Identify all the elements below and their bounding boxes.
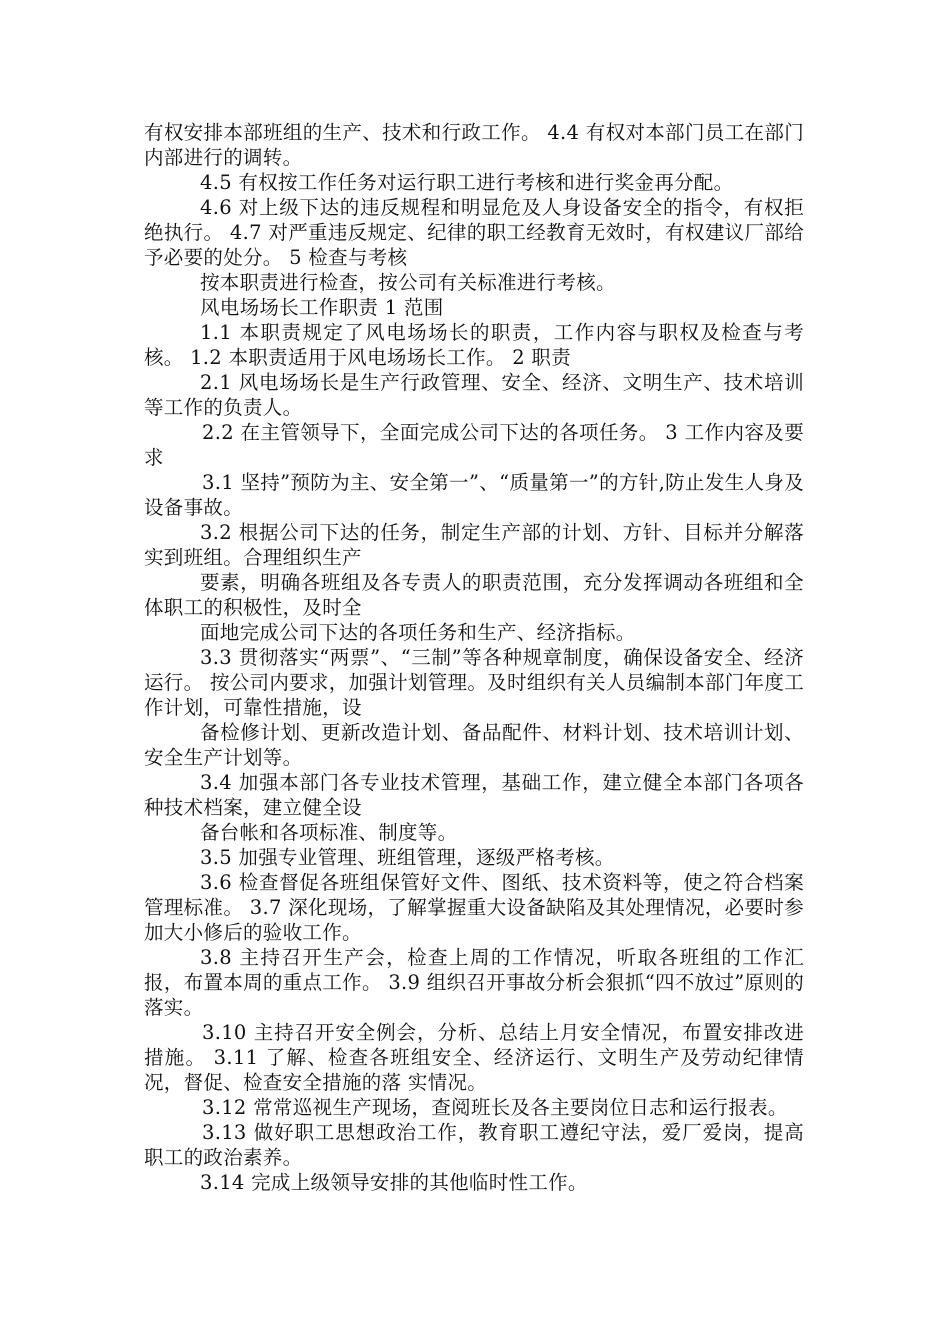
paragraph-1-1: 1.1 本职责规定了风电场场长的职责，工作内容与职权及检查与考核。 1.2 本职责适用于风电场场长工作。 2 职责 <box>144 321 804 369</box>
paragraph-3-13: 3.13 做好职工思想政治工作，教育职工遵纪守法，爱厂爱岗，提高职工的政治素养。 <box>144 1121 804 1169</box>
paragraph-2-2: 2.2 在主管领导下，全面完成公司下达的各项任务。 3 工作内容及要求 <box>144 421 804 469</box>
paragraph-3-3: 3.3 贯彻落实“两票”、“三制”等各种规章制度，确保设备安全、经济运行。 按公司内要求，加强计划管理。及时组织有关人员编制本部门年度工作计划，可靠性措施，设 <box>144 646 804 719</box>
paragraph-authority-arrange: 有权安排本部班组的生产、技术和行政工作。 4.4 有权对本部门员工在部门内部进行的调转。 <box>144 121 804 169</box>
paragraph-3-2: 3.2 根据公司下达的任务，制定生产部的计划、方针、目标并分解落实到班组。合理组织生产 <box>144 521 804 569</box>
paragraph-check-assess: 按本职责进行检查，按公司有关标准进行考核。 <box>200 271 616 294</box>
paragraph-3-12: 3.12 常常巡视生产现场，查阅班长及各主要岗位日志和运行报表。 <box>202 1096 788 1119</box>
paragraph-3-2-cont-2: 面地完成公司下达的各项任务和生产、经济指标。 <box>200 621 636 644</box>
paragraph-3-6: 3.6 检查督促各班组保管好文件、图纸、技术资料等，使之符合档案管理标准。 3.7 深化现场，了解掌握重大设备缺陷及其处理情况，必要时参加大小修后的验收工作。 <box>144 871 804 944</box>
paragraph-3-3-cont: 备检修计划、更新改造计划、备品配件、材料计划、技术培训计划、安全生产计划等。 <box>144 721 804 769</box>
paragraph-2-1: 2.1 风电场场长是生产行政管理、安全、经济、文明生产、技术培训等工作的负责人。 <box>144 371 804 419</box>
document-page <box>144 120 804 1195</box>
section-heading-wind-farm-manager: 风电场场长工作职责 1 范围 <box>200 296 444 319</box>
paragraph-3-5: 3.5 加强专业管理、班组管理，逐级严格考核。 <box>200 846 615 869</box>
paragraph-3-10: 3.10 主持召开安全例会，分析、总结上月安全情况，布置安排改进措施。 3.11 了解、检查各班组安全、经济运行、文明生产及劳动纪律情况，督促、检查安全措施的落 实情况。 <box>144 1021 804 1094</box>
paragraph-3-1: 3.1 坚持”预防为主、安全第一”、“质量第一”的方针,防止发生人身及设备事故。 <box>144 471 804 519</box>
paragraph-3-4: 3.4 加强本部门各专业技术管理，基础工作，建立健全本部门各项各种技术档案，建立健全设 <box>144 771 804 819</box>
paragraph-3-14: 3.14 完成上级领导安排的其他临时性工作。 <box>200 1171 588 1194</box>
paragraph-4-6: 4.6 对上级下达的违反规程和明显危及人身设备安全的指令，有权拒绝执行。 4.7 对严重违反规定、纪律的职工经教育无效时，有权建议厂部给予必要的处分。 5 检查与考核 <box>144 196 804 269</box>
paragraph-3-2-cont-1: 要素，明确各班组及各专责人的职责范围，充分发挥调动各班组和全体职工的积极性，及时全 <box>144 571 804 619</box>
paragraph-3-4-cont: 备台帐和各项标准、制度等。 <box>200 821 458 844</box>
paragraph-4-5: 4.5 有权按工作任务对运行职工进行考核和进行奖金再分配。 <box>200 171 734 194</box>
paragraph-3-8: 3.8 主持召开生产会，检查上周的工作情况，听取各班组的工作汇报，布置本周的重点工作。 3.9 组织召开事故分析会狠抓“四不放过”原则的落实。 <box>144 946 804 1019</box>
